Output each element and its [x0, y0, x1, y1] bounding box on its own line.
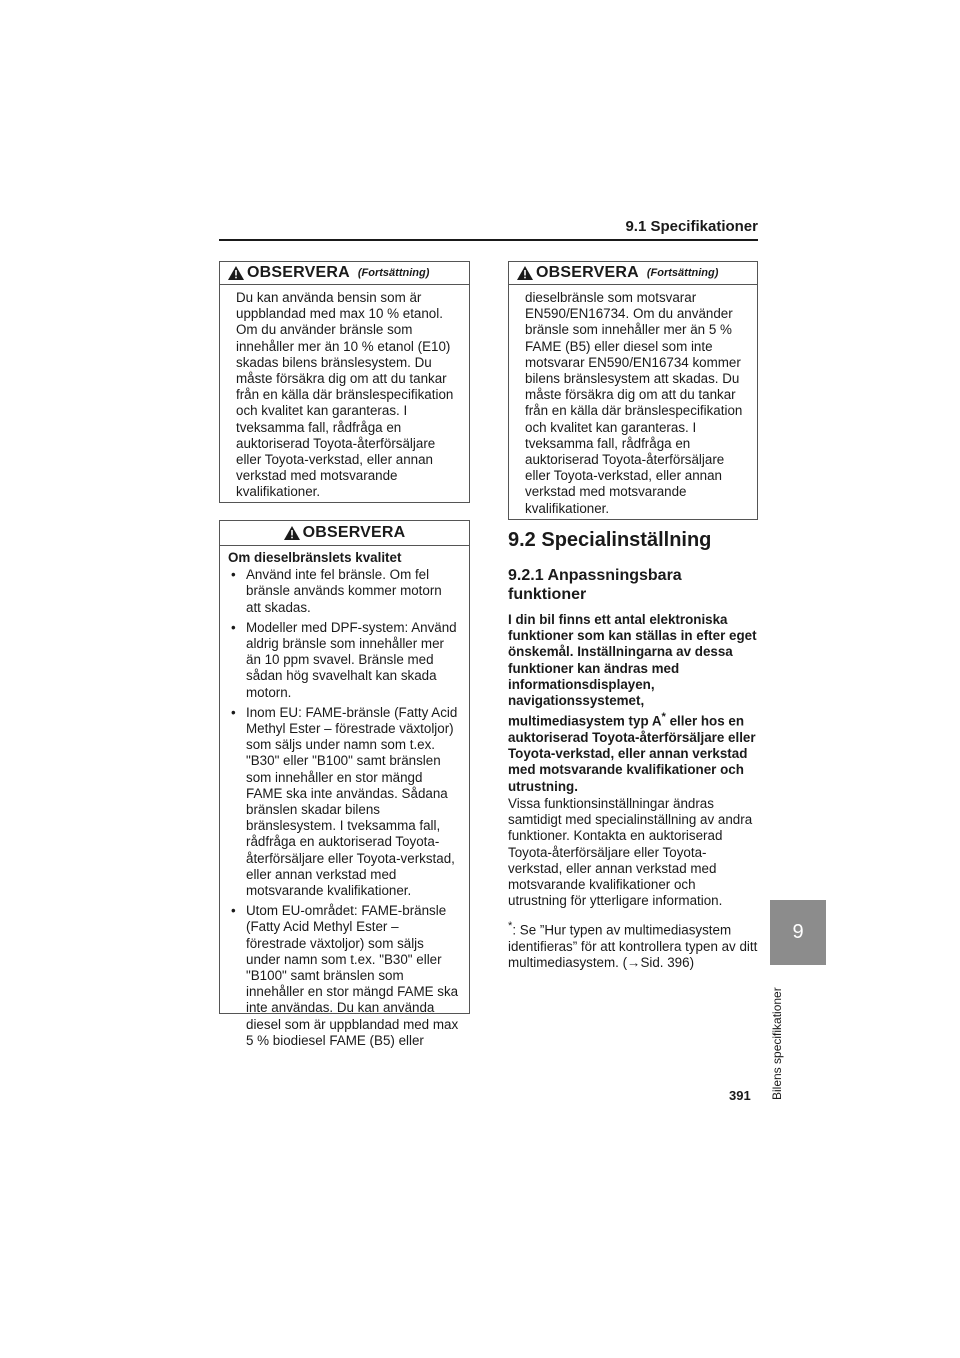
chapter-tab: 9 — [770, 900, 826, 965]
warning-triangle-icon — [517, 266, 533, 280]
intro-text-part1: I din bil finns ett antal elektroniska funktioner som kan ställas in efter eget önskemål. Inställningarna av dessa funktioner kan ändras med informationsdisplayen, navigationssystemet, multimediasystem typ A — [508, 612, 757, 729]
warning-box-diesel — [219, 520, 470, 1048]
subsection-heading: 9.2.1 Anpassningsbara funktioner — [508, 567, 682, 603]
warning-title: OBSERVERA — [247, 263, 350, 281]
warning-subtitle: (Fortsättning) — [357, 266, 430, 279]
running-header: 9.1 Specifikationer — [219, 218, 758, 241]
warning-box-header — [509, 262, 757, 285]
list-item: • Inom EU: FAME-bränsle (Fatty Acid Methyl Ester – förestrade växtoljor) som säljs under namn som t.ex. "B30" eller "B100" samt bränslen som innehåller en stor mängd FAME ska inte användas. Sådana bränslen skadar bilens bränslesystem. I tveksamma fall, rådfråga en auktoriserad Toyota-återförsäljare eller Toyota-verkstad, eller annan verkstad med motsvarande kvalifikationer. — [228, 705, 459, 899]
warning-title: OBSERVERA — [302, 523, 406, 541]
list-item: • Utom EU-området: FAME-bränsle (Fatty Acid Methyl Ester – förestrade växtoljor) som säljs under namn som t.ex. "B30" eller "B100" samt bränslen som innehåller en stor mängd FAME ska inte användas. Du kan använda diesel som är uppblandad med max 5 % biodiesel FAME (B5) eller — [228, 903, 459, 1049]
warning-body — [220, 285, 469, 509]
warning-subtitle: (Fortsättning) — [646, 266, 719, 279]
warning-box-continued-left — [219, 261, 470, 503]
footnote-mark: * — [508, 920, 513, 932]
warning-body — [509, 285, 757, 525]
warning-box-header — [220, 521, 469, 546]
section-heading: 9.2 Specialinställning — [508, 529, 712, 551]
warning-title: OBSERVERA — [536, 263, 639, 281]
list-item: • Modeller med DPF-system: Använd aldrig bränsle som innehåller mer än 10 ppm svavel. Bränsle med sådan hög svavelhalt kan skada motorn. — [228, 620, 459, 701]
warning-triangle-icon — [284, 526, 300, 540]
intro-text-part2: eller hos en auktoriserad Toyota-återförsäljare eller Toyota-verkstad, eller annan verkstad med motsvarande kvalifikationer och utrustning. — [508, 713, 756, 794]
warning-heading: Om dieselbränslets kvalitet — [228, 550, 402, 565]
list-item: • Använd inte fel bränsle. Om fel bränsle används kommer motorn att skadas. — [228, 567, 459, 616]
footnote-text: : Se ”Hur typen av multimediasystem identifieras” för att kontrollera typen av ditt multimediasystem. (→Sid. 396) — [508, 922, 758, 970]
intro-paragraph — [508, 612, 758, 795]
page-number: 391 — [729, 1088, 751, 1103]
footnote-mark: * — [661, 711, 666, 724]
chapter-label: Bilens specifikationer — [770, 987, 784, 1100]
warning-triangle-icon — [228, 266, 244, 280]
warning-box-header — [220, 262, 469, 285]
footnote — [508, 918, 758, 971]
warning-text: dieselbränsle som motsvarar EN590/EN16734. Om du använder bränsle som innehåller mer än 5 % FAME (B5) eller diesel som inte motsvarar EN590/EN16734 kommer bilens bränslesystem att skadas. Du måste försäkra dig om att du tankar från en källa där bränslespecifikation och kvalitet kan garanteras. I tveksamma fall, rådfråga en auktoriserad Toyota-återförsäljare eller Toyota-verkstad, eller annan verkstad med motsvarande kvalifikationer. — [525, 290, 743, 516]
warning-body — [220, 546, 469, 1059]
body-paragraph: Vissa funktionsinställningar ändras samtidigt med specialinställning av andra funktioner. Kontakta en auktoriserad Toyota-återförsäljare eller Toyota-verkstad, eller annan verkstad med motsvarande kvalifikationer och utrustning för ytterligare information. — [508, 796, 753, 909]
warning-list — [228, 567, 459, 1049]
warning-box-continued-right — [508, 261, 758, 520]
warning-text: Du kan använda bensin som är uppblandad med max 10 % etanol. Om du använder bränsle som innehåller mer än 10 % etanol (E10) skadas bilens bränslesystem. Du måste försäkra dig om att du tankar från en källa där bränslespecifikation och kvalitet kan garanteras. I tveksamma fall, rådfråga en auktoriserad Toyota-återförsäljare eller Toyota-verkstad, eller annan verkstad med motsvarande kvalifikationer. — [236, 290, 454, 500]
